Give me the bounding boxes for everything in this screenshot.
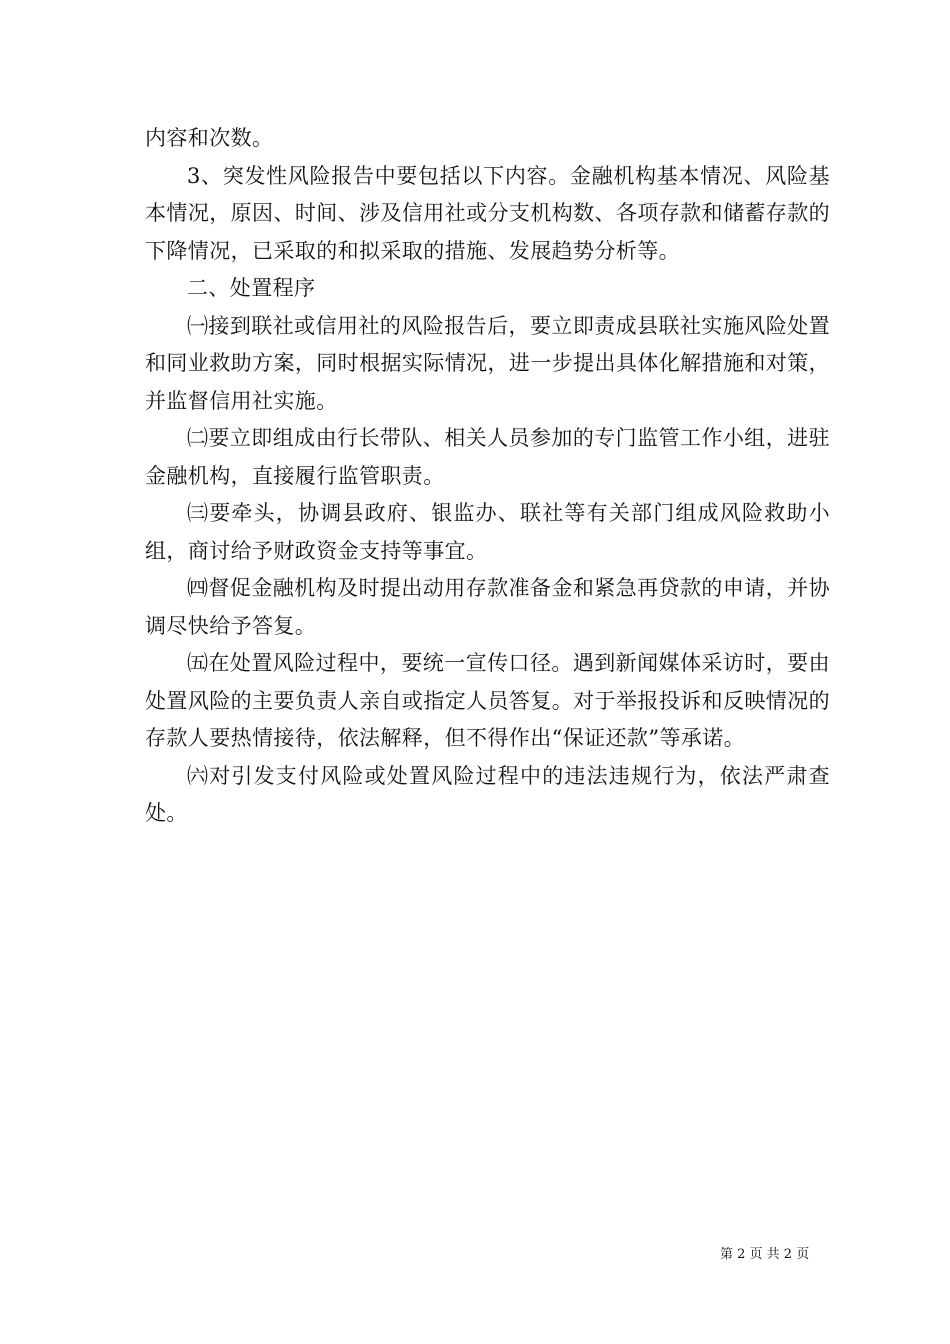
paragraph-procedure-5: ㈤在处置风险过程中，要统一宣传口径。遇到新闻媒体采访时，要由处置风险的主要负责人亲自或指定人员答复。对于举报投诉和反映情况的存款人要热情接待，依法解释，但不得作出“保证还款”等承诺。 (145, 651, 830, 750)
paragraph-procedure-6: ㈥对引发支付风险或处置风险过程中的违法违规行为，依法严肃查处。 (145, 763, 830, 825)
paragraph-procedure-3: ㈢要牵头，协调县政府、银监办、联社等有关部门组成风险救助小组，商讨给予财政资金支持等事宜。 (145, 501, 830, 563)
page-number-footer: 第 2 页 共 2 页 (720, 1247, 810, 1262)
paragraph-item-3-emergency-report: 3、突发性风险报告中要包括以下内容。金融机构基本情况、风险基本情况，原因、时间、涉及信用社或分支机构数、各项存款和储蓄存款的下降情况，已采取的和拟采取的措施、发展趋势分析等。 (145, 163, 830, 263)
paragraph-procedure-1: ㈠接到联社或信用社的风险报告后，要立即责成县联社实施风险处置和同业救助方案，同时根据实际情况，进一步提出具体化解措施和对策，并监督信用社实施。 (145, 313, 830, 413)
document-body (145, 120, 830, 833)
section-heading-procedure: 二、处置程序 (187, 276, 316, 300)
paragraph-procedure-4: ㈣督促金融机构及时提出动用存款准备金和紧急再贷款的申请，并协调尽快给予答复。 (145, 576, 830, 638)
paragraph-procedure-2: ㈡要立即组成由行长带队、相关人员参加的专门监管工作小组，进驻金融机构，直接履行监管职责。 (145, 426, 830, 488)
paragraph-continuation: 内容和次数。 (145, 126, 274, 150)
